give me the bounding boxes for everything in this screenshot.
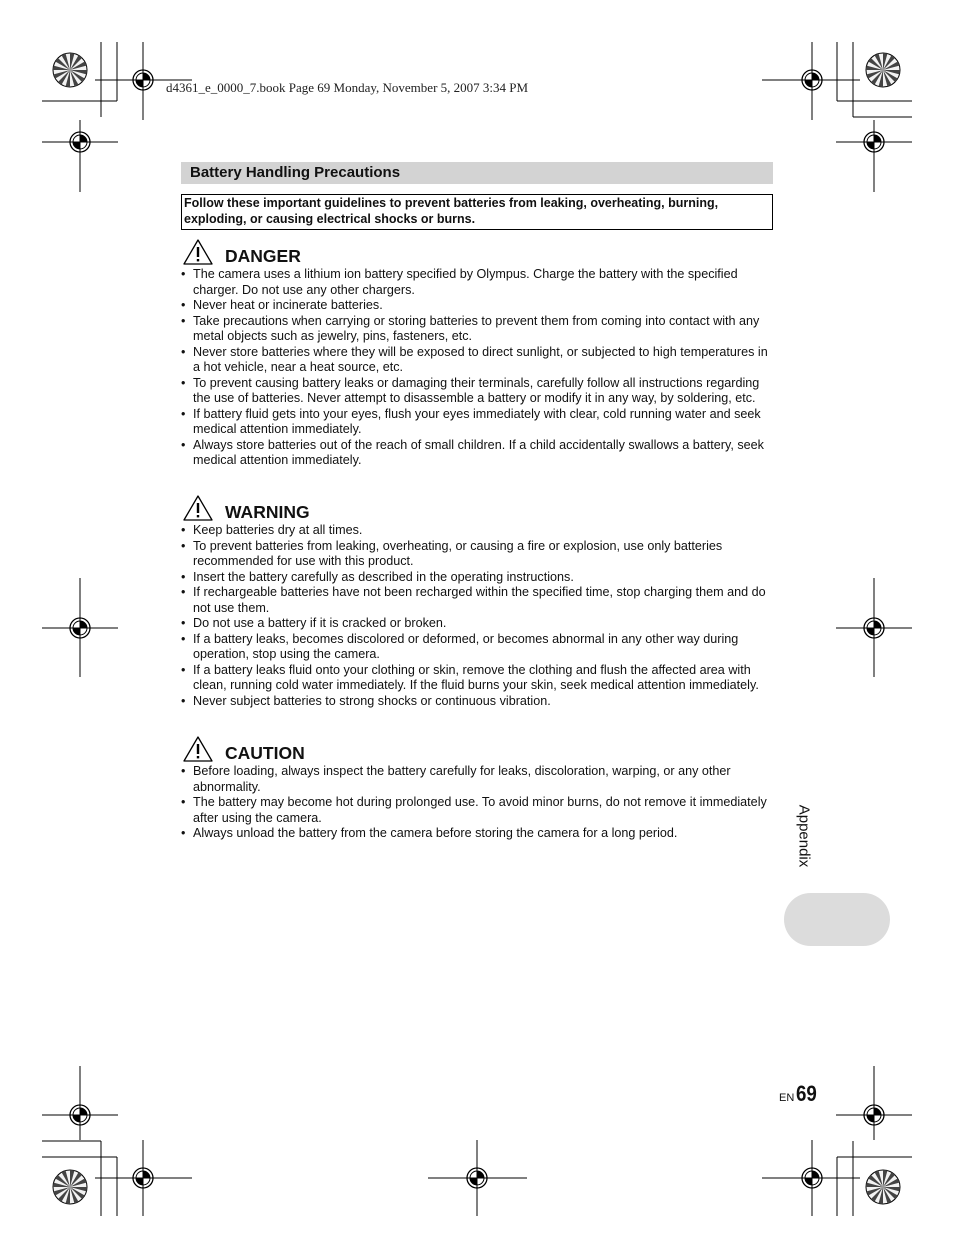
list-item: • The battery may become hot during prolonged use. To avoid minor burns, do not remove it immediately after using the camera. <box>178 795 778 826</box>
list-item: • To prevent batteries from leaking, overheating, or causing a fire or explosion, use only batteries recommended for use with this product. <box>178 539 778 570</box>
list-item: • Before loading, always inspect the battery carefully for leaks, discoloration, warping, or any other abnormality. <box>178 764 778 795</box>
warning-heading-text: WARNING <box>225 502 310 522</box>
list-item: • To prevent causing battery leaks or damaging their terminals, carefully follow all instructions regarding the use of batteries. Never attempt to disassemble a battery or modify it in any way, by soldering, etc. <box>178 376 778 407</box>
warning-list <box>178 523 778 709</box>
section-title: Battery Handling Precautions <box>190 164 401 181</box>
list-item: • Never subject batteries to strong shocks or continuous vibration. <box>178 694 778 710</box>
page-number: 69 <box>796 1081 817 1106</box>
danger-heading-text: DANGER <box>225 246 301 266</box>
intro-box <box>181 194 773 230</box>
side-thumb-tab <box>784 893 890 946</box>
intro-text: Follow these important guidelines to prevent batteries from leaking, overheating, burning, exploding, or causing electrical shocks or burns. <box>184 196 719 226</box>
warning-triangle-icon <box>182 735 214 763</box>
list-item: • Do not use a battery if it is cracked or broken. <box>178 616 778 632</box>
list-item: • Always unload the battery from the camera before storing the camera for a long period. <box>178 826 778 842</box>
list-item: • Never heat or incinerate batteries. <box>178 298 778 314</box>
caution-heading-text: CAUTION <box>225 743 305 763</box>
side-tab-label: Appendix <box>795 804 813 868</box>
list-item: • Take precautions when carrying or storing batteries to prevent them from coming into contact with any metal objects such as jewelry, pins, fasteners, etc. <box>178 314 778 345</box>
list-item: • If a battery leaks fluid onto your clothing or skin, remove the clothing and flush the affected area with clean, running cold water immediately. If the fluid burns your skin, seek medical attention immediately. <box>178 663 778 694</box>
warning-triangle-icon <box>182 238 214 266</box>
danger-list <box>178 267 778 469</box>
list-item: • Keep batteries dry at all times. <box>178 523 778 539</box>
list-item: • If battery fluid gets into your eyes, flush your eyes immediately with clear, cold running water and seek medical attention immediately. <box>178 407 778 438</box>
warning-triangle-icon <box>182 494 214 522</box>
list-item: • Never store batteries where they will be exposed to direct sunlight, or subjected to high temperatures in a hot vehicle, near a heat source, etc. <box>178 345 778 376</box>
section-title-bar <box>181 162 773 184</box>
list-item: • Insert the battery carefully as described in the operating instructions. <box>178 570 778 586</box>
list-item: • If rechargeable batteries have not been recharged within the specified time, stop charging them and do not use them. <box>178 585 778 616</box>
list-item: • If a battery leaks, becomes discolored or deformed, or becomes abnormal in any other way during operation, stop using the camera. <box>178 632 778 663</box>
list-item: • The camera uses a lithium ion battery specified by Olympus. Charge the battery with the specified charger. Do not use any other chargers. <box>178 267 778 298</box>
list-item: • Always store batteries out of the reach of small children. If a child accidentally swallows a battery, seek medical attention immediately. <box>178 438 778 469</box>
caution-list <box>178 764 778 842</box>
file-info-slug: d4361_e_0000_7.book Page 69 Monday, November 5, 2007 3:34 PM <box>166 80 529 95</box>
language-code: EN <box>779 1092 795 1104</box>
